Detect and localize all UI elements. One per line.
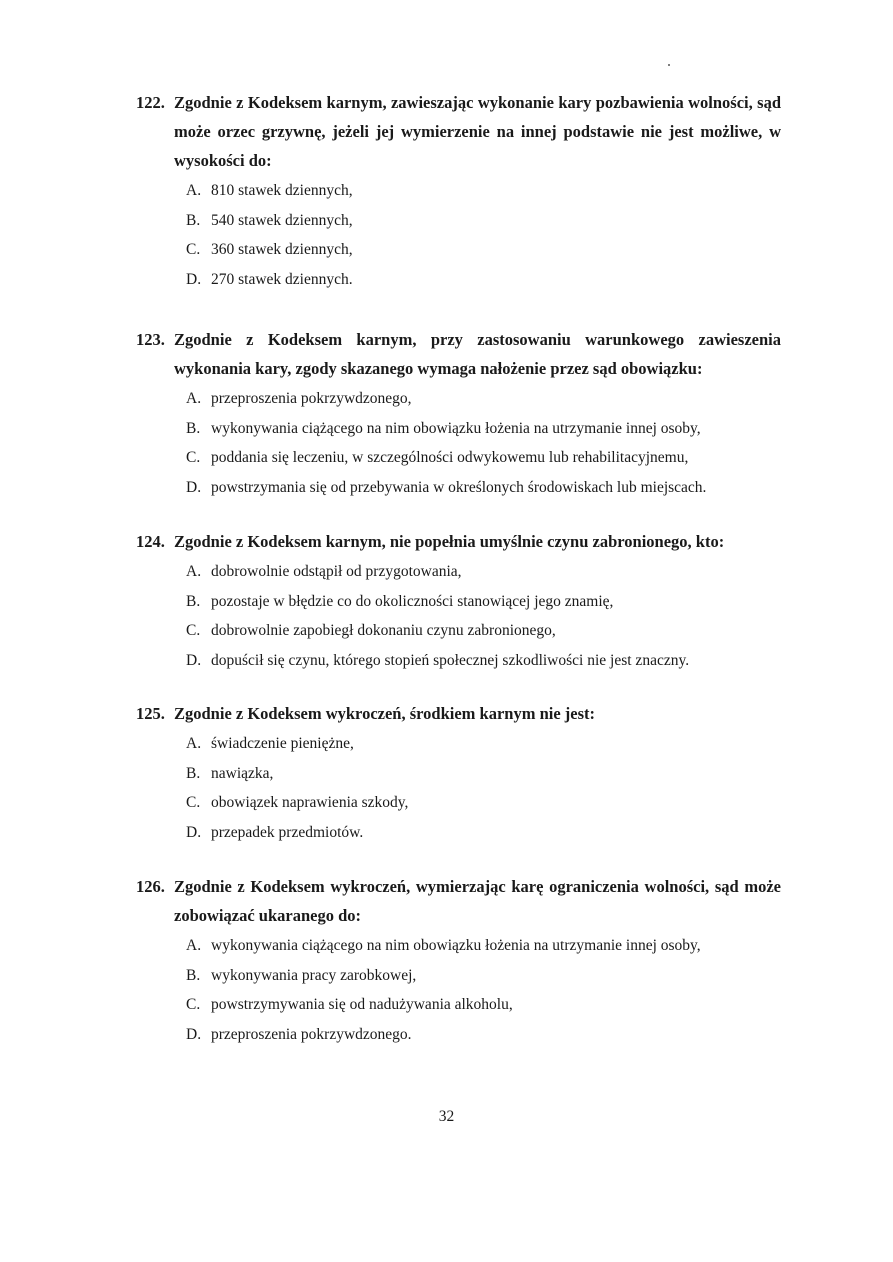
option-text: poddania się leczeniu, w szczególności odwykowemu lub rehabilitacyjnemu, [211,449,689,466]
question-text: Zgodnie z Kodeksem wykroczeń, środkiem karnym nie jest: [174,704,596,723]
question-text: Zgodnie z Kodeksem karnym, nie popełnia umyślnie czynu zabronionego, kto: [174,532,725,551]
question-126 [0,872,893,1049]
option-text: pozostaje w błędzie co do okoliczności stanowiącej jego znamię, [211,592,614,610]
option-text: powstrzymywania się od nadużywania alkoholu, [211,996,513,1013]
question-header [0,527,893,556]
answer-options [186,729,893,847]
option-letter: D. [186,823,202,841]
question-text: Zgodnie z Kodeksem wykroczeń, wymierzając karę ograniczenia wolności, sąd może zobowiązać ukaranego do: [174,877,781,925]
answer-options [186,931,893,1049]
option-text: przeproszenia pokrzywdzonego. [211,1025,412,1043]
question-header [0,325,893,383]
option-text: 270 stawek dziennych. [211,270,353,288]
option-letter: A. [186,182,202,199]
option-letter: B. [186,764,201,782]
option-letter: C. [186,241,201,258]
answer-option-d [186,1020,893,1050]
option-letter: B. [186,419,201,437]
answer-option-a [186,384,893,414]
question-122 [0,88,893,294]
question-125 [0,699,893,847]
option-text: obowiązek naprawienia szkody, [211,794,409,811]
question-number: 123. [136,330,165,349]
option-text: wykonywania ciążącego na nim obowiązku łożenia na utrzymanie innej osoby, [211,937,701,954]
question-number: 124. [136,532,165,551]
option-text: dobrowolnie odstąpił od przygotowania, [211,563,462,580]
question-text: Zgodnie z Kodeksem karnym, przy zastosowaniu warunkowego zawieszenia wykonania kary, zgody skazanego wymaga nałożenie przez sąd obowiązku: [174,330,781,378]
option-text: przeproszenia pokrzywdzonego, [211,390,412,407]
option-text: świadczenie pieniężne, [211,735,354,752]
answer-option-d [186,646,893,676]
option-letter: B. [186,966,201,984]
option-letter: A. [186,390,202,407]
answer-option-a [186,729,893,759]
option-letter: A. [186,937,202,954]
answer-option-b [186,206,893,236]
answer-option-c [186,235,893,265]
answer-options [186,384,893,502]
answer-option-b [186,587,893,617]
option-letter: C. [186,794,201,811]
option-text: przepadek przedmiotów. [211,823,364,841]
question-123 [0,325,893,502]
question-text: Zgodnie z Kodeksem karnym, zawieszając wykonanie kary pozbawienia wolności, sąd może orzec grzywnę, jeżeli jej wymierzenie na innej podstawie nie jest możliwe, w wysokości do: [174,93,781,170]
answer-option-c [186,788,893,818]
option-text: 810 stawek dziennych, [211,182,353,199]
answer-option-c [186,443,893,473]
option-text: 360 stawek dziennych, [211,241,353,258]
option-text: dopuścił się czynu, którego stopień społecznej szkodliwości nie jest znaczny. [211,651,690,669]
answer-option-d [186,473,893,503]
option-letter: B. [186,592,201,610]
answer-option-a [186,931,893,961]
answer-option-b [186,759,893,789]
question-number: 125. [136,704,165,723]
option-text: dobrowolnie zapobiegł dokonaniu czynu zabronionego, [211,622,556,639]
answer-option-b [186,414,893,444]
answer-option-b [186,961,893,991]
option-letter: C. [186,449,201,466]
answer-options [186,557,893,675]
option-letter: D. [186,270,202,288]
answer-option-a [186,176,893,206]
option-letter: D. [186,1025,202,1043]
question-number: 122. [136,93,165,112]
scan-speck [668,64,670,66]
option-letter: C. [186,622,201,639]
option-text: wykonywania ciążącego na nim obowiązku łożenia na utrzymanie innej osoby, [211,419,701,437]
option-letter: A. [186,563,202,580]
question-header [0,699,893,728]
option-text: nawiązka, [211,764,274,782]
option-text: 540 stawek dziennych, [211,211,353,229]
answer-option-c [186,990,893,1020]
question-header [0,88,893,175]
answer-option-c [186,616,893,646]
answer-option-a [186,557,893,587]
question-124 [0,527,893,675]
answer-option-d [186,265,893,295]
option-letter: D. [186,478,202,496]
option-text: powstrzymania się od przebywania w określonych środowiskach lub miejscach. [211,478,707,496]
question-number: 126. [136,877,165,896]
option-letter: D. [186,651,202,669]
option-text: wykonywania pracy zarobkowej, [211,966,417,984]
question-header [0,872,893,930]
page-number: 32 [438,1108,455,1125]
answer-option-d [186,818,893,848]
answer-options [186,176,893,294]
option-letter: C. [186,996,201,1013]
option-letter: B. [186,211,201,229]
option-letter: A. [186,735,202,752]
